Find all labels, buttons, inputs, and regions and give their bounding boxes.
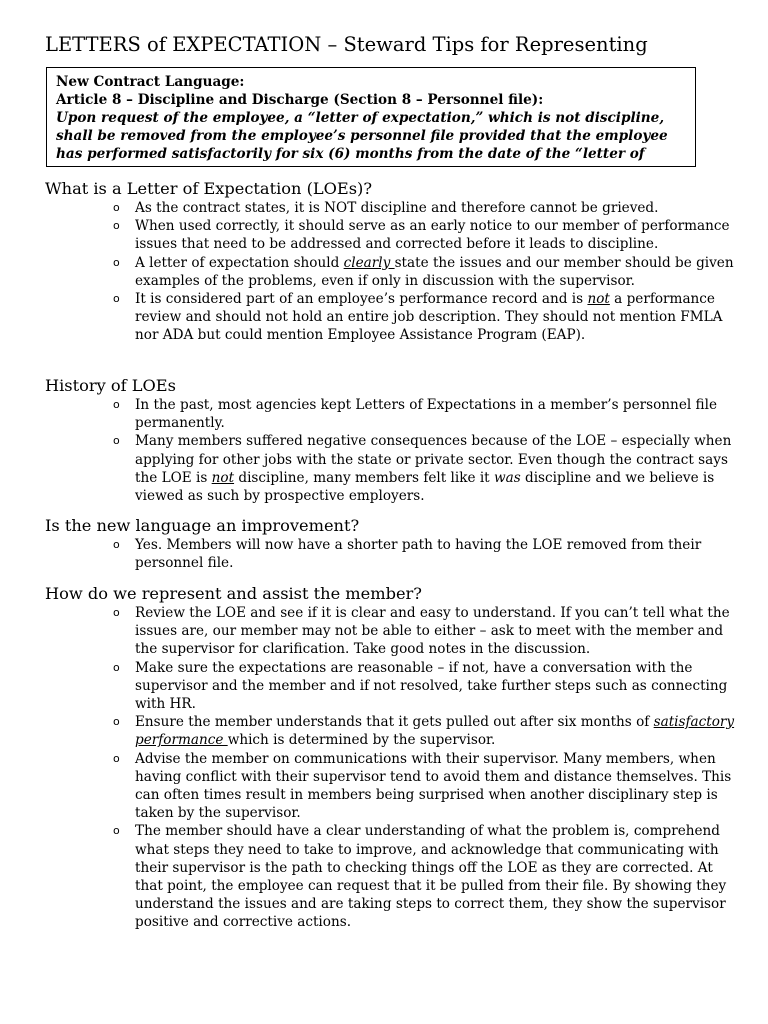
bullet-list [45,536,735,572]
section-heading: What is a Letter of Expectation (LOEs)? [45,179,373,198]
emphasis-not: not [587,291,610,308]
list-item: o Advise the member on communications with their supervisor. Many members, when having conflict with their supervisor tend to avoid them and distance themselves. This can often times result in members being surprised when another disciplinary step is taken by the supervisor. [113,750,732,822]
emphasis-satisfactory-performance: satisfactory performance [135,714,735,749]
bullet-icon: o [113,255,120,269]
section-heading: How do we represent and assist the member? [45,584,422,603]
contract-quote: Upon request of the employee, a “letter of expectation,” which is not discipline, shall be removed from the employee’s personnel file provided that the employee has performed satisfactorily for six (6) months from the date of the “letter of [56,110,668,162]
section-heading: Is the new language an improvement? [45,516,360,535]
bullet-list [45,199,735,345]
list-item: o In the past, most agencies kept Letters of Expectations in a member’s personnel file permanently. [113,397,717,432]
list-item: o As the contract states, it is NOT discipline and therefore cannot be grieved. [113,200,659,216]
bullet-icon: o [113,751,120,765]
contract-heading: New Contract Language: [56,74,245,90]
bullet-icon: o [113,434,120,448]
list-item: o The member should have a clear understanding of what the problem is, comprehend what steps they need to take to improve, and acknowledge that communicating with their supervisor is the path to checking things off the LOE as they are corrected. At that point, the employee can request that it be pulled from their file. By showing they understand the issues and are taking steps to correct them, they show the supervisor positive and corrective actions. [113,823,727,931]
section-what-is-loe [45,179,735,345]
section-improvement [45,516,735,572]
bullet-list [45,604,735,932]
section-heading: History of LOEs [45,376,176,395]
list-item: o Many members suffered negative consequences because of the LOE – especially when applying for other jobs with the state or private sector. Even though the contract says the LOE is not discipline, many members felt like it was discipline and we believe is viewed as such by prospective employers. [113,433,732,505]
list-item: o Yes. Members will now have a shorter path to having the LOE removed from their personnel file. [113,537,702,572]
emphasis-was: was [493,469,521,486]
list-item: o Make sure the expectations are reasonable – if not, have a conversation with the supervisor and the member and if not resolved, take further steps such as connecting with HR. [113,659,728,713]
list-item: o A letter of expectation should clearly state the issues and our member should be given examples of the problems, even if only in discussion with the supervisor. [113,254,734,289]
section-history [45,376,735,505]
page-title: LETTERS of EXPECTATION – Steward Tips for Representing [45,33,648,56]
contract-language-box [46,67,696,167]
bullet-list [45,396,735,505]
bullet-icon: o [113,824,120,838]
list-item: o When used correctly, it should serve as an early notice to our member of performance issues that need to be addressed and corrected before it leads to discipline. [113,218,730,253]
list-item: o Review the LOE and see if it is clear and easy to understand. If you can’t tell what the issues are, our member may not be able to either – ask to meet with the member and the supervisor for clarification. Take good notes in the discussion. [113,605,730,658]
bullet-icon: o [113,398,120,411]
list-item: o It is considered part of an employee’s performance record and is not a performance review and should not hold an entire job description. They should not mention FMLA nor ADA but could mention Employee Assistance Program (EAP). [113,291,723,344]
bullet-icon: o [113,219,120,233]
contract-article: Article 8 – Discipline and Discharge (Section 8 – Personnel file): [56,92,544,108]
bullet-icon: o [113,606,120,619]
list-item: o Ensure the member understands that it gets pulled out after six months of satisfactory performance which is determined by the supervisor. [113,714,735,749]
bullet-icon: o [113,715,120,729]
bullet-icon: o [113,538,120,551]
bullet-icon: o [113,660,120,674]
bullet-icon: o [113,201,120,214]
section-represent [45,584,735,932]
bullet-icon: o [113,292,120,306]
emphasis-clearly: clearly [343,254,395,271]
emphasis-not: not [211,469,235,486]
